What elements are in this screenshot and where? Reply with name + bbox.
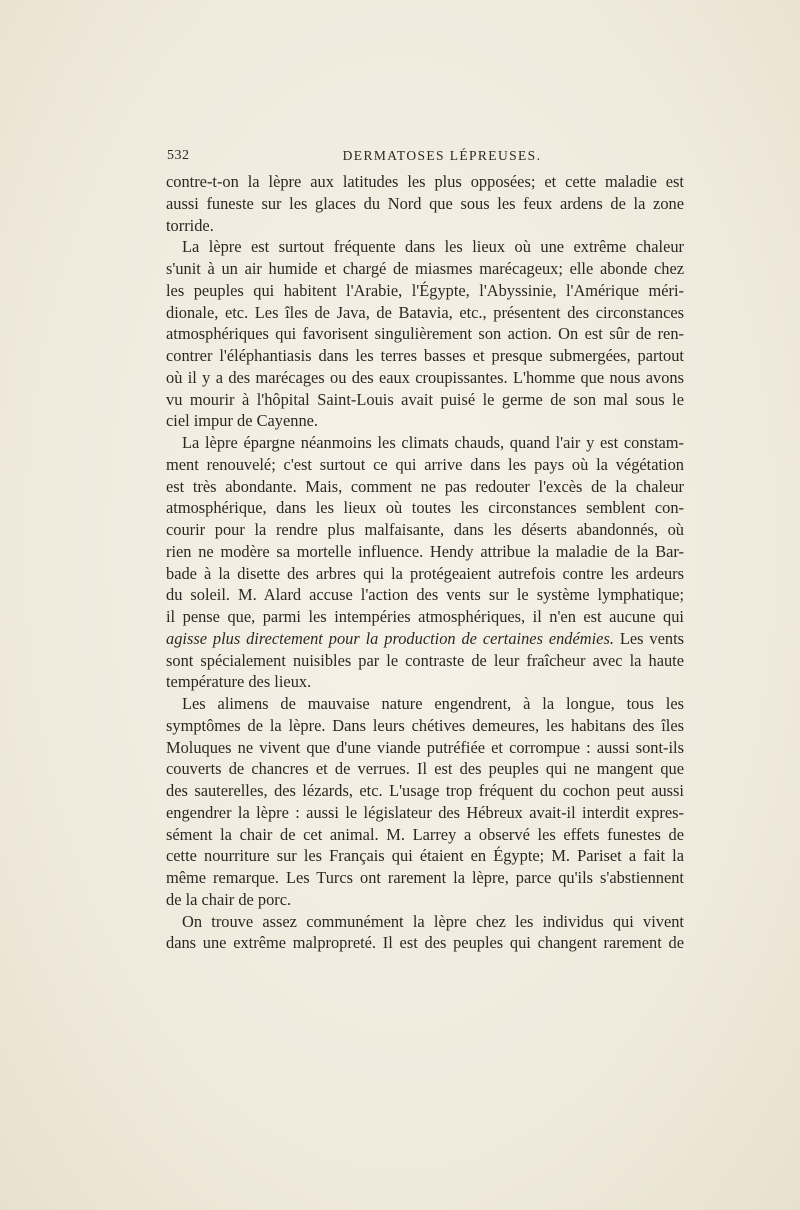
text-line: On trouve assez communément la lèpre chez les individus qui vivent bbox=[182, 911, 684, 931]
text-line: du soleil. M. Alard accuse l'action des vents sur le système lymphatique; bbox=[166, 585, 684, 605]
body-text bbox=[166, 171, 684, 954]
text-line: dans une extrême malpropreté. Il est des peuples qui changent rarement de bbox=[166, 933, 684, 953]
text-line: sément la chair de cet animal. M. Larrey a observé les effets funestes de bbox=[166, 824, 684, 844]
text-line: où il y a des marécages ou des eaux croupissantes. L'homme que nous avons bbox=[166, 367, 684, 387]
text-line: rien ne modère sa mortelle influence. Hendy attribue la maladie de la Bar- bbox=[166, 541, 684, 561]
text-line: courir pour la rendre plus malfaisante, dans les déserts abandonnés, où bbox=[166, 520, 684, 539]
text-line: contre-t-on la lèpre aux latitudes les plus opposées; et cette maladie est bbox=[166, 172, 684, 191]
text-line: engendrer la lèpre : aussi le législateur des Hébreux avait-il interdit expres- bbox=[166, 802, 684, 822]
paragraph bbox=[166, 432, 684, 693]
text-line: il pense que, parmi les intempéries atmosphériques, il n'en est aucune qui bbox=[166, 607, 684, 626]
italic-phrase: agisse plus directement pour la production de certaines endémies. bbox=[166, 628, 614, 648]
paragraph bbox=[166, 693, 684, 911]
text-line: cette nourriture sur les Français qui étaient en Égypte; M. Pariset a fait la bbox=[166, 846, 684, 866]
text-line-with-italic bbox=[166, 628, 684, 650]
text-line: atmosphérique, dans les lieux où toutes les circonstances semblent con- bbox=[166, 498, 684, 518]
text-line: ment renouvelé; c'est surtout ce qui arrive dans les pays où la végétation bbox=[166, 454, 684, 474]
page-header bbox=[165, 144, 695, 168]
paragraph bbox=[166, 911, 684, 955]
text-line: dionale, etc. Les îles de Java, de Batavia, etc., présentent des circonstances bbox=[166, 302, 684, 322]
text-line: les peuples qui habitent l'Arabie, l'Égypte, l'Abyssinie, l'Amérique méri- bbox=[166, 280, 684, 300]
text-line: bade à la disette des arbres qui la protégeaient autrefois contre les ardeurs bbox=[166, 563, 684, 583]
text-line: symptômes de la lèpre. Dans leurs chétives demeures, les habitans des îles bbox=[166, 715, 684, 735]
line-suffix: Les vents bbox=[613, 628, 684, 648]
text-line: sont spécialement nuisibles par le contraste de leur fraîcheur avec la haute bbox=[166, 650, 684, 670]
text-line: de la chair de porc. bbox=[166, 889, 292, 909]
text-line: vu mourir à l'hôpital Saint-Louis avait puisé le germe de son mal sous le bbox=[166, 389, 684, 409]
text-line: même remarque. Les Turcs ont rarement la lèpre, parce qu'ils s'abstiennent bbox=[166, 868, 684, 887]
text-line: torride. bbox=[166, 215, 214, 235]
text-line: aussi funeste sur les glaces du Nord que sous les feux ardens de la zone bbox=[166, 193, 684, 213]
text-line: Les alimens de mauvaise nature engendrent, à la longue, tous les bbox=[182, 694, 684, 713]
text-line: Moluques ne vivent que d'une viande putréfiée et corrompue : aussi sont-ils bbox=[166, 737, 684, 757]
text-line: des sauterelles, des lézards, etc. L'usage trop fréquent du cochon peut aussi bbox=[166, 781, 684, 800]
text-line: est très abondante. Mais, comment ne pas redouter l'excès de la chaleur bbox=[166, 476, 684, 496]
text-line: contrer l'éléphantiasis dans les terres basses et presque submergées, partout bbox=[166, 346, 684, 365]
text-line: s'unit à un air humide et chargé de miasmes marécageux; elle abonde chez bbox=[166, 259, 684, 278]
paragraph bbox=[166, 236, 684, 432]
text-line: La lèpre épargne néanmoins les climats chauds, quand l'air y est constam- bbox=[182, 433, 684, 452]
paragraph bbox=[166, 171, 684, 236]
text-line: La lèpre est surtout fréquente dans les lieux où une extrême chaleur bbox=[182, 237, 684, 257]
text-line: ciel impur de Cayenne. bbox=[166, 411, 319, 431]
text-line: couverts de chancres et de verrues. Il est des peuples qui ne mangent que bbox=[166, 759, 684, 779]
running-title: DERMATOSES LÉPREUSES. bbox=[342, 148, 542, 163]
text-line: atmosphériques qui favorisent singulièrement son action. On est sûr de ren- bbox=[166, 324, 684, 344]
page-number: 532 bbox=[167, 148, 190, 163]
text-line: température des lieux. bbox=[166, 672, 312, 692]
